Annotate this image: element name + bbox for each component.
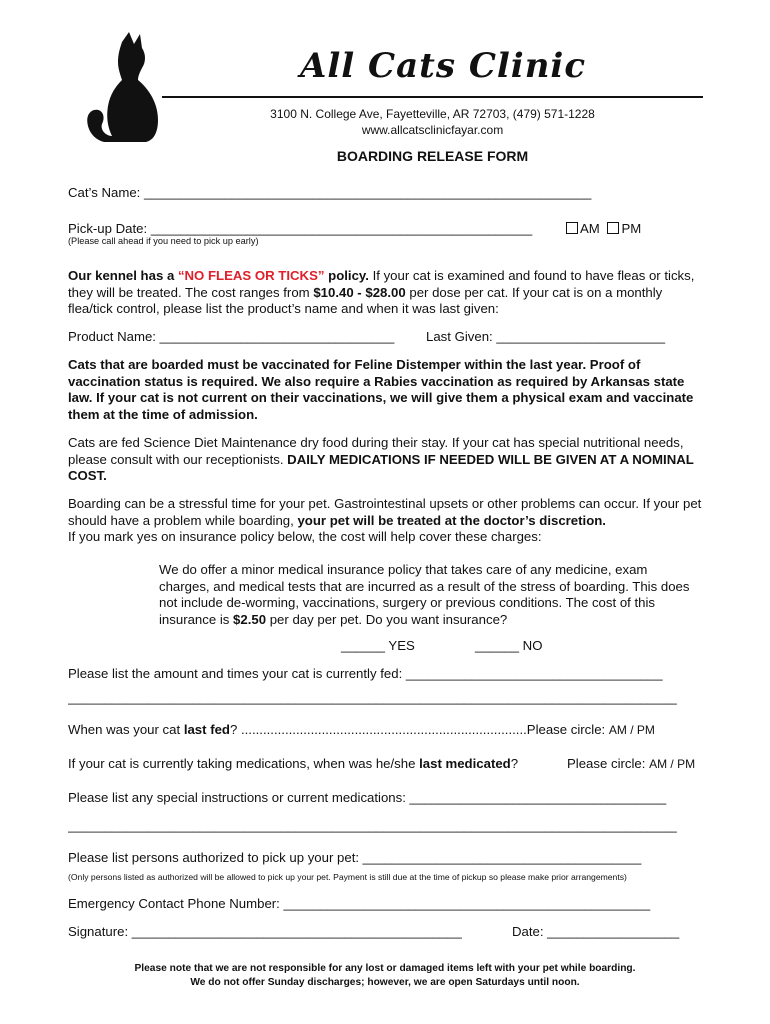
form-title: BOARDING RELEASE FORM — [336, 148, 529, 164]
flea-policy-name: “NO FLEAS OR TICKS” — [177, 268, 325, 283]
last-fed-row — [68, 722, 655, 739]
insurance-cost: $2.50 — [233, 611, 267, 627]
last-fed-post: ? ..............................................................................Please circle: — [229, 722, 609, 737]
last-medicated-row — [68, 756, 518, 773]
insurance-text1: We do offer a minor medical insurance policy that takes care of any medicine, exam charges, and medical tests that are incurred as a result of the stress of boarding. This does not include de-worming, vaccinations, surgery or previous conditions. The cost of this insurance is — [159, 562, 690, 627]
insurance-paragraph — [159, 562, 699, 628]
boarding-paragraph — [68, 496, 708, 546]
last-medicated-pre: If your cat is currently taking medications, when was he/she — [68, 756, 420, 771]
signature-field[interactable]: Signature: _____________________________________________ — [68, 924, 462, 939]
boarding-discretion: your pet will be treated at the doctor’s discretion. — [297, 512, 606, 528]
insurance-no-option[interactable]: ______ NO — [475, 638, 543, 653]
food-paragraph — [68, 435, 708, 485]
pickup-date-field[interactable]: Pick-up Date: ____________________________________________________ — [68, 221, 533, 236]
product-name-field[interactable]: Product Name: ________________________________ — [68, 329, 395, 344]
flea-policy-text2: per dose per cat. If your cat is on a monthly flea/tick control, please list the product’s name and when it was last given: — [68, 284, 663, 317]
last-fed-pre: When was your cat — [68, 722, 184, 737]
clinic-name: All Cats Clinic — [300, 46, 587, 86]
flea-policy-paragraph — [68, 268, 708, 318]
feeding-amount-line2[interactable]: ___________________________________________________________________________________ — [68, 690, 677, 705]
flea-cost: $10.40 - $28.00 — [313, 284, 406, 300]
special-instructions-line2[interactable]: ___________________________________________________________________________________ — [68, 818, 677, 833]
last-fed-label: last fed — [183, 722, 230, 737]
last-medicated-ampm[interactable]: AM / PM — [649, 757, 696, 771]
clinic-address: 3100 N. College Ave, Fayetteville, AR 72703, (479) 571-1228 — [270, 107, 595, 121]
cat-silhouette-logo — [74, 32, 166, 144]
footer-note-hours: We do not offer Sunday discharges; however, we are open Saturdays until noon. — [190, 977, 580, 988]
feeding-amount-field[interactable]: Please list the amount and times your cat is currently fed: ___________________________________ — [68, 666, 663, 681]
last-medicated-label: last medicated — [419, 756, 511, 771]
boarding-text2: If you mark yes on insurance policy below, the cost will help cover these charges: — [68, 529, 542, 545]
last-medicated-circle-label: Please circle: — [567, 756, 650, 771]
am-pm-choice — [566, 221, 641, 238]
authorized-persons-note: (Only persons listed as authorized will be allowed to pick up your pet. Payment is still due at the time of pickup so please make prior arrangements) — [68, 872, 627, 882]
insurance-text2: per day per pet. Do you want insurance? — [266, 611, 508, 627]
last-medicated-circle — [567, 756, 695, 773]
cats-name-field[interactable]: Cat’s Name: _____________________________________________________________ — [68, 185, 592, 200]
pm-checkbox[interactable] — [607, 222, 619, 234]
flea-policy-lead: Our kennel has a — [68, 268, 178, 283]
insurance-yes-option[interactable]: ______ YES — [341, 638, 415, 653]
clinic-website: www.allcatsclinicfayar.com — [361, 123, 504, 137]
boarding-text1: Boarding can be a stressful time for your pet. Gastrointestinal upsets or other problems can occur. If your pet should have a problem while boarding, — [68, 496, 702, 528]
food-medications-notice: DAILY MEDICATIONS IF NEEDED WILL BE GIVEN AT A NOMINAL COST. — [68, 451, 694, 484]
pm-label: PM — [621, 221, 642, 236]
emergency-phone-field[interactable]: Emergency Contact Phone Number: __________________________________________________ — [68, 896, 651, 911]
header-rule — [162, 96, 703, 98]
am-label: AM — [580, 221, 600, 236]
special-instructions-field[interactable]: Please list any special instructions or current medications: ___________________________________ — [68, 790, 667, 805]
footer-note-liability: Please note that we are not responsible for any lost or damaged items left with your pet while boarding. — [134, 963, 636, 974]
date-field[interactable]: Date: __________________ — [512, 924, 680, 939]
food-text: Cats are fed Science Diet Maintenance dry food during their stay. If your cat has special nutritional needs, please consult with our receptionists. — [68, 435, 684, 467]
am-checkbox[interactable] — [566, 222, 578, 234]
authorized-persons-field[interactable]: Please list persons authorized to pick up your pet: ______________________________________ — [68, 850, 642, 865]
flea-policy-word: policy. — [324, 268, 369, 283]
vaccination-paragraph: Cats that are boarded must be vaccinated for Feline Distemper within the last year. Proof of vaccination status is required. We also require a Rabies vaccination as required by Arkansas state law. If your cat is not current on their vaccinations, we will give them a physical exam and vaccinate them at the time of admission. — [68, 357, 694, 422]
last-fed-ampm[interactable]: AM / PM — [608, 723, 655, 737]
flea-policy-text1: If your cat is examined and found to have fleas or ticks, they will be treated. The cost ranges from — [68, 268, 695, 300]
last-medicated-post: ? — [510, 756, 519, 771]
last-given-field[interactable]: Last Given: _______________________ — [426, 329, 666, 344]
pickup-note: (Please call ahead if you need to pick up early) — [68, 236, 259, 246]
